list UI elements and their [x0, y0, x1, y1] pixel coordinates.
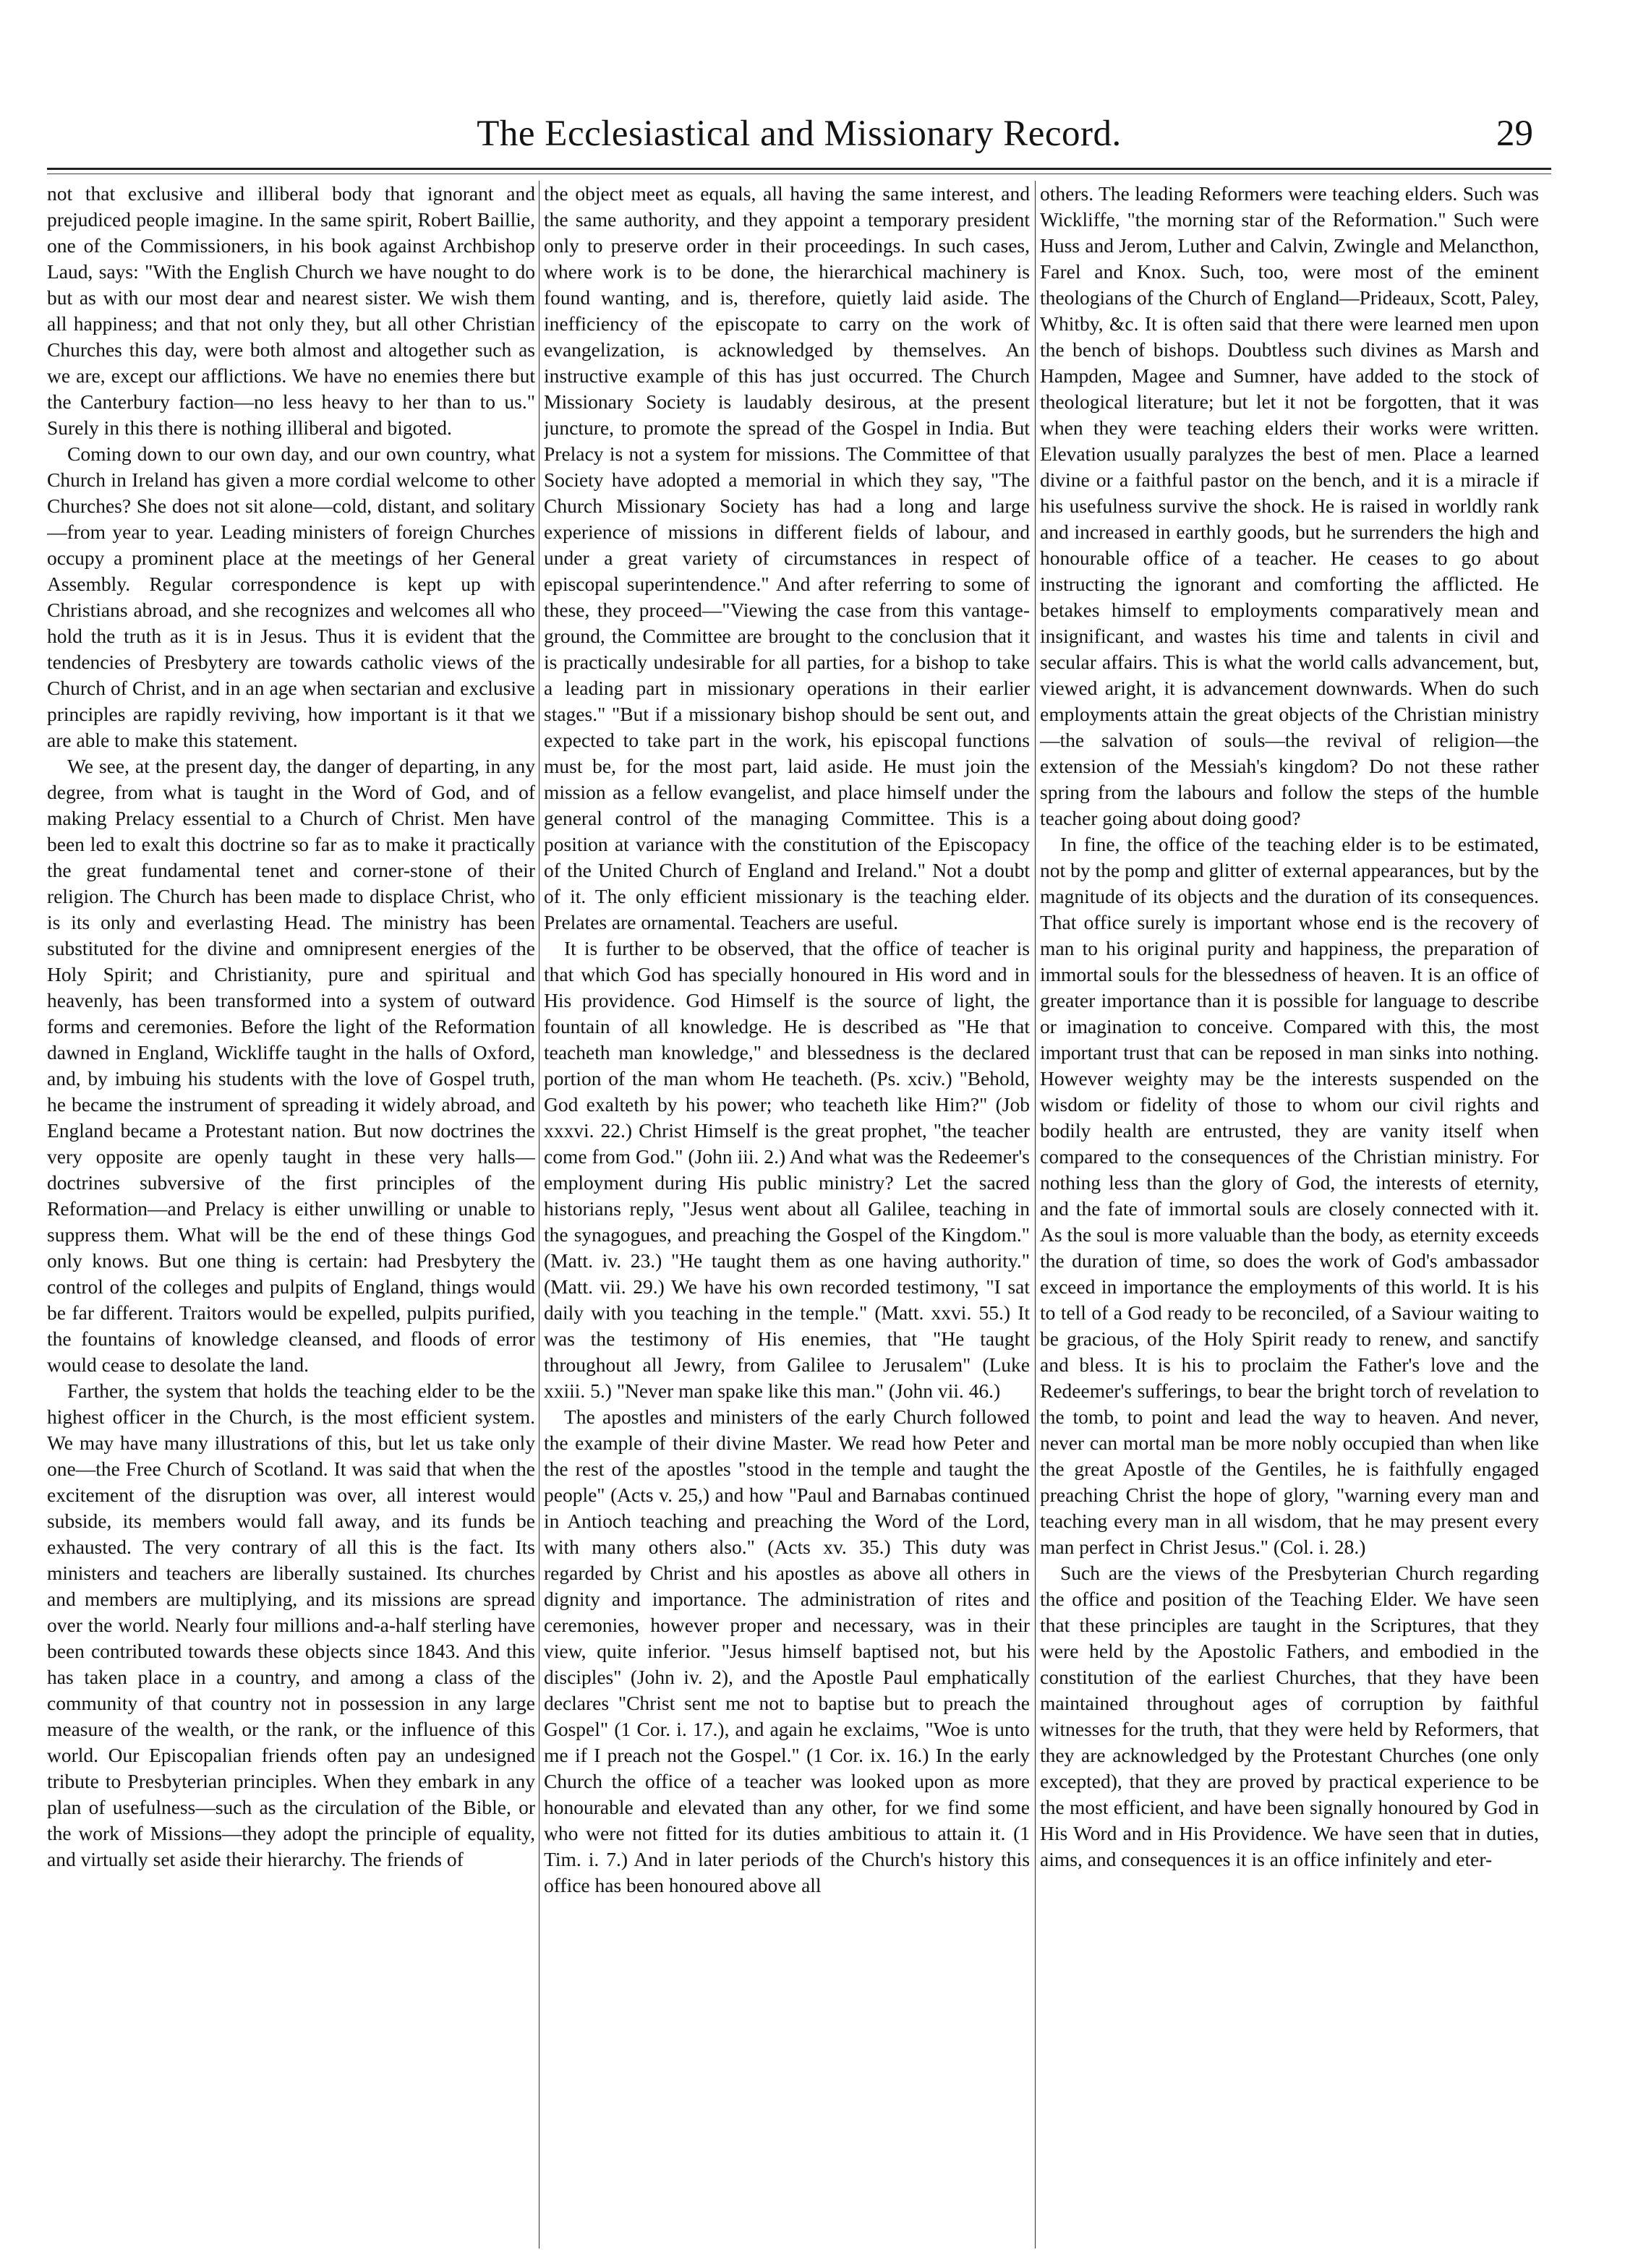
paragraph: the object meet as equals, all having the same interest, and the same authority, and they appoint a temporary president only to preserve order in their proceedings. In such cases, where work is to be done, the hierarchical machinery is found wanting, and is, therefore, quietly laid aside. The inefficiency of the episcopate to carry on the work of evangelization, is acknowledged by themselves. An instructive example of this has just occurred. The Church Missionary Society is laudably desirous, at the present juncture, to promote the spread of the Gospel in India. But Prelacy is not a system for missions. The Committee of that Society have adopted a memorial in which they say, "The Church Missionary Society has had a long and large experience of missions in different fields of labour, and under a great variety of circumstances in respect of episcopal superintendence." And after referring to some of these, they proceed—"Viewing the case from this vantage-ground, the Committee are brought to the conclusion that it is practically undesirable for all parties, for a bishop to take a leading part in missionary operations in their earlier stages." "But if a missionary bishop should be sent out, and expected to take part in the work, his episcopal functions must be, for the most part, laid aside. He must join the mission as a fellow evangelist, and place himself under the general control of the managing Committee. This is a position at variance with the constitution of the Episcopacy of the United Church of England and Ireland." Not a doubt of it. The only efficient missionary is the teaching elder. Prelates are ornamental. Teachers are useful.	[544, 182, 1030, 933]
paragraph: Such are the views of the Presbyterian Church regarding the office and position of the Teaching Elder. We have seen that these principles are taught in the Scriptures, that they were held by the Apostolic Fathers, and embodied in the constitution of the earliest Churches, that they have been maintained throughout ages of corruption by faithful witnesses for the truth, that they were held by Reformers, that they are acknowledged by the Protestant Churches (one only excepted), that they are proved by practical experience to be the most efficient, and have been signally honoured by God in His Word and in His Providence. We have seen that in duties, aims, and consequences it is an office infinitely and eter-	[1040, 1562, 1539, 1870]
paragraph: In fine, the office of the teaching elder is to be estimated, not by the pomp and glitter of external appearances, but by the magnitude of its objects and the duration of its consequences. That office surely is important whose end is the recovery of man to his original purity and happiness, the preparation of immortal souls for the blessedness of heaven. It is an office of greater importance than it is possible for language to describe or imagination to conceive. Compared with this, the most important trust that can be reposed in man sinks into nothing. However weighty may be the interests suspended on the wisdom or fidelity of those to whom our civil rights and bodily health are entrusted, they are vanity itself when compared to the consequences of the Christian ministry. For nothing less than the glory of God, the interests of eternity, and the fate of immortal souls are closely connected with it. As the soul is more valuable than the body, as eternity exceeds the duration of time, so does the work of God's ambassador exceed in importance the employments of this world. It is his to tell of a God ready to be reconciled, of a Saviour waiting to be gracious, of the Holy Spirit ready to renew, and sanctify and bless. It is his to proclaim the Father's love and the Redeemer's sufferings, to bear the bright torch of revelation to the tomb, to point and lead the way to heaven. And never, never can mortal man be more nobly occupied than when like the great Apostle of the Gentiles, he is faithfully engaged preaching Christ the hope of glory, "warning every man and teaching every man in all wisdom, that he may present every man perfect in Christ Jesus." (Col. i. 28.)	[1040, 833, 1539, 1558]
paragraph: Coming down to our own day, and our own country, what Church in Ireland has given a more cordial welcome to other Churches? She does not sit alone—cold, distant, and solitary—from year to year. Leading ministers of foreign Churches occupy a prominent place at the meetings of her General Assembly. Regular correspondence is kept up with Christians abroad, and she recognizes and welcomes all who hold the truth as it is in Jesus. Thus it is evident that the tendencies of Presbytery are towards catholic views of the Church of Christ, and in an age when sectarian and exclusive principles are rapidly reviving, how important is it that we are able to make this statement.	[47, 442, 535, 751]
paragraph: The apostles and ministers of the early Church followed the example of their divine Master. We read how Peter and the rest of the apostles "stood in the temple and taught the people" (Acts v. 25,) and how "Paul and Barnabas continued in Antioch teaching and preaching the Word of the Lord, with many others also." (Acts xv. 35.) This duty was regarded by Christ and his apostles as above all others in dignity and importance. The administration of rites and ceremonies, however proper and necessary, was in their view, quite inferior. "Jesus himself baptised not, but his disciples" (John iv. 2), and the Apostle Paul emphatically declares "Christ sent me not to baptise but to preach the Gospel" (1 Cor. i. 17.), and again he exclaims, "Woe is unto me if I preach not the Gospel." (1 Cor. ix. 16.) In the early Church the office of a teacher was looked upon as more honourable and elevated than any other, for we find some who were not fitted for its duties ambitious to attain it. (1 Tim. i. 7.) And in later periods of the Church's history this office has been honoured above all	[544, 1405, 1030, 1896]
text-column-1	[47, 181, 535, 2248]
page-number: 29	[1496, 114, 1533, 154]
text-column-3	[1040, 181, 1539, 2248]
journal-title: The Ecclesiastical and Missionary Record.	[477, 114, 1122, 154]
paragraph: It is further to be observed, that the office of teacher is that which God has specially honoured in His word and in His providence. God Himself is the source of light, the fountain of all knowledge. He is described as "He that teacheth man knowledge," and blessedness is the declared portion of the man whom He teacheth. (Ps. xciv.) "Behold, God exalteth by his power; who teacheth like Him?" (Job xxxvi. 22.) Christ Himself is the great prophet, "the teacher come from God." (John iii. 2.) And what was the Redeemer's employment during His public ministry? Let the sacred historians reply, "Jesus went about all Galilee, teaching in the synagogues, and preaching the Gospel of the Kingdom." (Matt. iv. 23.) "He taught them as one having authority." (Matt. vii. 29.) We have his own recorded testimony, "I sat daily with you teaching in the temple." (Matt. xxvi. 55.) It was the testimony of His enemies, that "He taught throughout all Jewry, from Galilee to Jerusalem" (Luke xxiii. 5.) "Never man spake like this man." (John vii. 46.)	[544, 937, 1030, 1402]
paragraph: others. The leading Reformers were teaching elders. Such was Wickliffe, "the morning star of the Reformation." Such were Huss and Jerom, Luther and Calvin, Zwingle and Melancthon, Farel and Knox. Such, too, were most of the eminent theologians of the Church of England—Prideaux, Scott, Paley, Whitby, &c. It is often said that there were learned men upon the bench of bishops. Doubtless such divines as Marsh and Hampden, Magee and Sumner, have added to the stock of theological literature; but let it not be forgotten, that it was when they were teaching elders their works were written. Elevation usually paralyzes the best of men. Place a learned divine or a faithful pastor on the bench, and it is a miracle if his usefulness survive the shock. He is raised in worldly rank and increased in earthly goods, but he surrenders the high and honourable office of a teacher. He ceases to go about instructing the ignorant and comforting the afflicted. He betakes himself to employments comparatively mean and insignificant, and wastes his time and talents in civil and secular affairs. This is what the world calls advancement, but, viewed aright, it is advancement downwards. When do such employments attain the great objects of the Christian ministry—the salvation of souls—the revival of religion—the extension of the Messiah's kingdom? Do not these rather spring from the labours and follow the steps of the humble teacher going about doing good?	[1040, 182, 1539, 829]
column-divider	[1035, 181, 1036, 2248]
text-column-2	[544, 181, 1030, 2248]
paragraph: not that exclusive and illiberal body that ignorant and prejudiced people imagine. In the same spirit, Robert Baillie, one of the Commissioners, in his book against Archbishop Laud, says: "With the English Church we have nought to do but as with our most dear and nearest sister. We wish them all happiness; and that not only they, but all other Christian Churches this day, were both almost and altogether such as we are, except our afflictions. We have no enemies there but the Canterbury faction—no less heavy to her than to us." Surely in this there is nothing illiberal and bigoted.	[47, 182, 535, 439]
header-rule	[47, 168, 1551, 170]
running-header	[43, 108, 1555, 166]
paragraph: We see, at the present day, the danger of departing, in any degree, from what is taught in the Word of God, and of making Prelacy essential to a Church of Christ. Men have been led to exalt this doctrine so far as to make it practically the great fundamental tenet and corner-stone of their religion. The Church has been made to displace Christ, who is its only and everlasting Head. The ministry has been substituted for the divine and omnipresent energies of the Holy Spirit; and Christianity, pure and spiritual and heavenly, has been transformed into a system of outward forms and ceremonies. Before the light of the Reformation dawned in England, Wickliffe taught in the halls of Oxford, and, by imbuing his students with the love of Gospel truth, he became the instrument of spreading it widely abroad, and England became a Protestant nation. But now doctrines the very opposite are openly taught in these very halls—doctrines subversive of the first principles of the Reformation—and Prelacy is either unwilling or unable to suppress them. What will be the end of these things God only knows. But one thing is certain: had Presbytery the control of the colleges and pulpits of England, things would be far different. Traitors would be expelled, pulpits purified, the fountains of knowledge cleansed, and floods of error would cease to desolate the land.	[47, 755, 535, 1376]
paragraph: Farther, the system that holds the teaching elder to be the highest officer in the Church, is the most efficient system. We may have many illustrations of this, but let us take only one—the Free Church of Scotland. It was said that when the excitement of the disruption was over, all interest would subside, its members would fall away, and its funds be exhausted. The very contrary of all this is the fact. Its ministers and teachers are liberally sustained. Its churches and members are multiplying, and its missions are spread over the world. Nearly four millions and-a-half sterling have been contributed towards these objects since 1843. And this has taken place in a country, and among a class of the community of that country not in possession in any large measure of the wealth, or the rank, or the influence of this world. Our Episcopalian friends often pay an undesigned tribute to Presbyterian principles. When they embark in any plan of usefulness—such as the circulation of the Bible, or the work of Missions—they adopt the principle of equality, and virtually set aside their hierarchy. The friends of	[47, 1379, 535, 1870]
